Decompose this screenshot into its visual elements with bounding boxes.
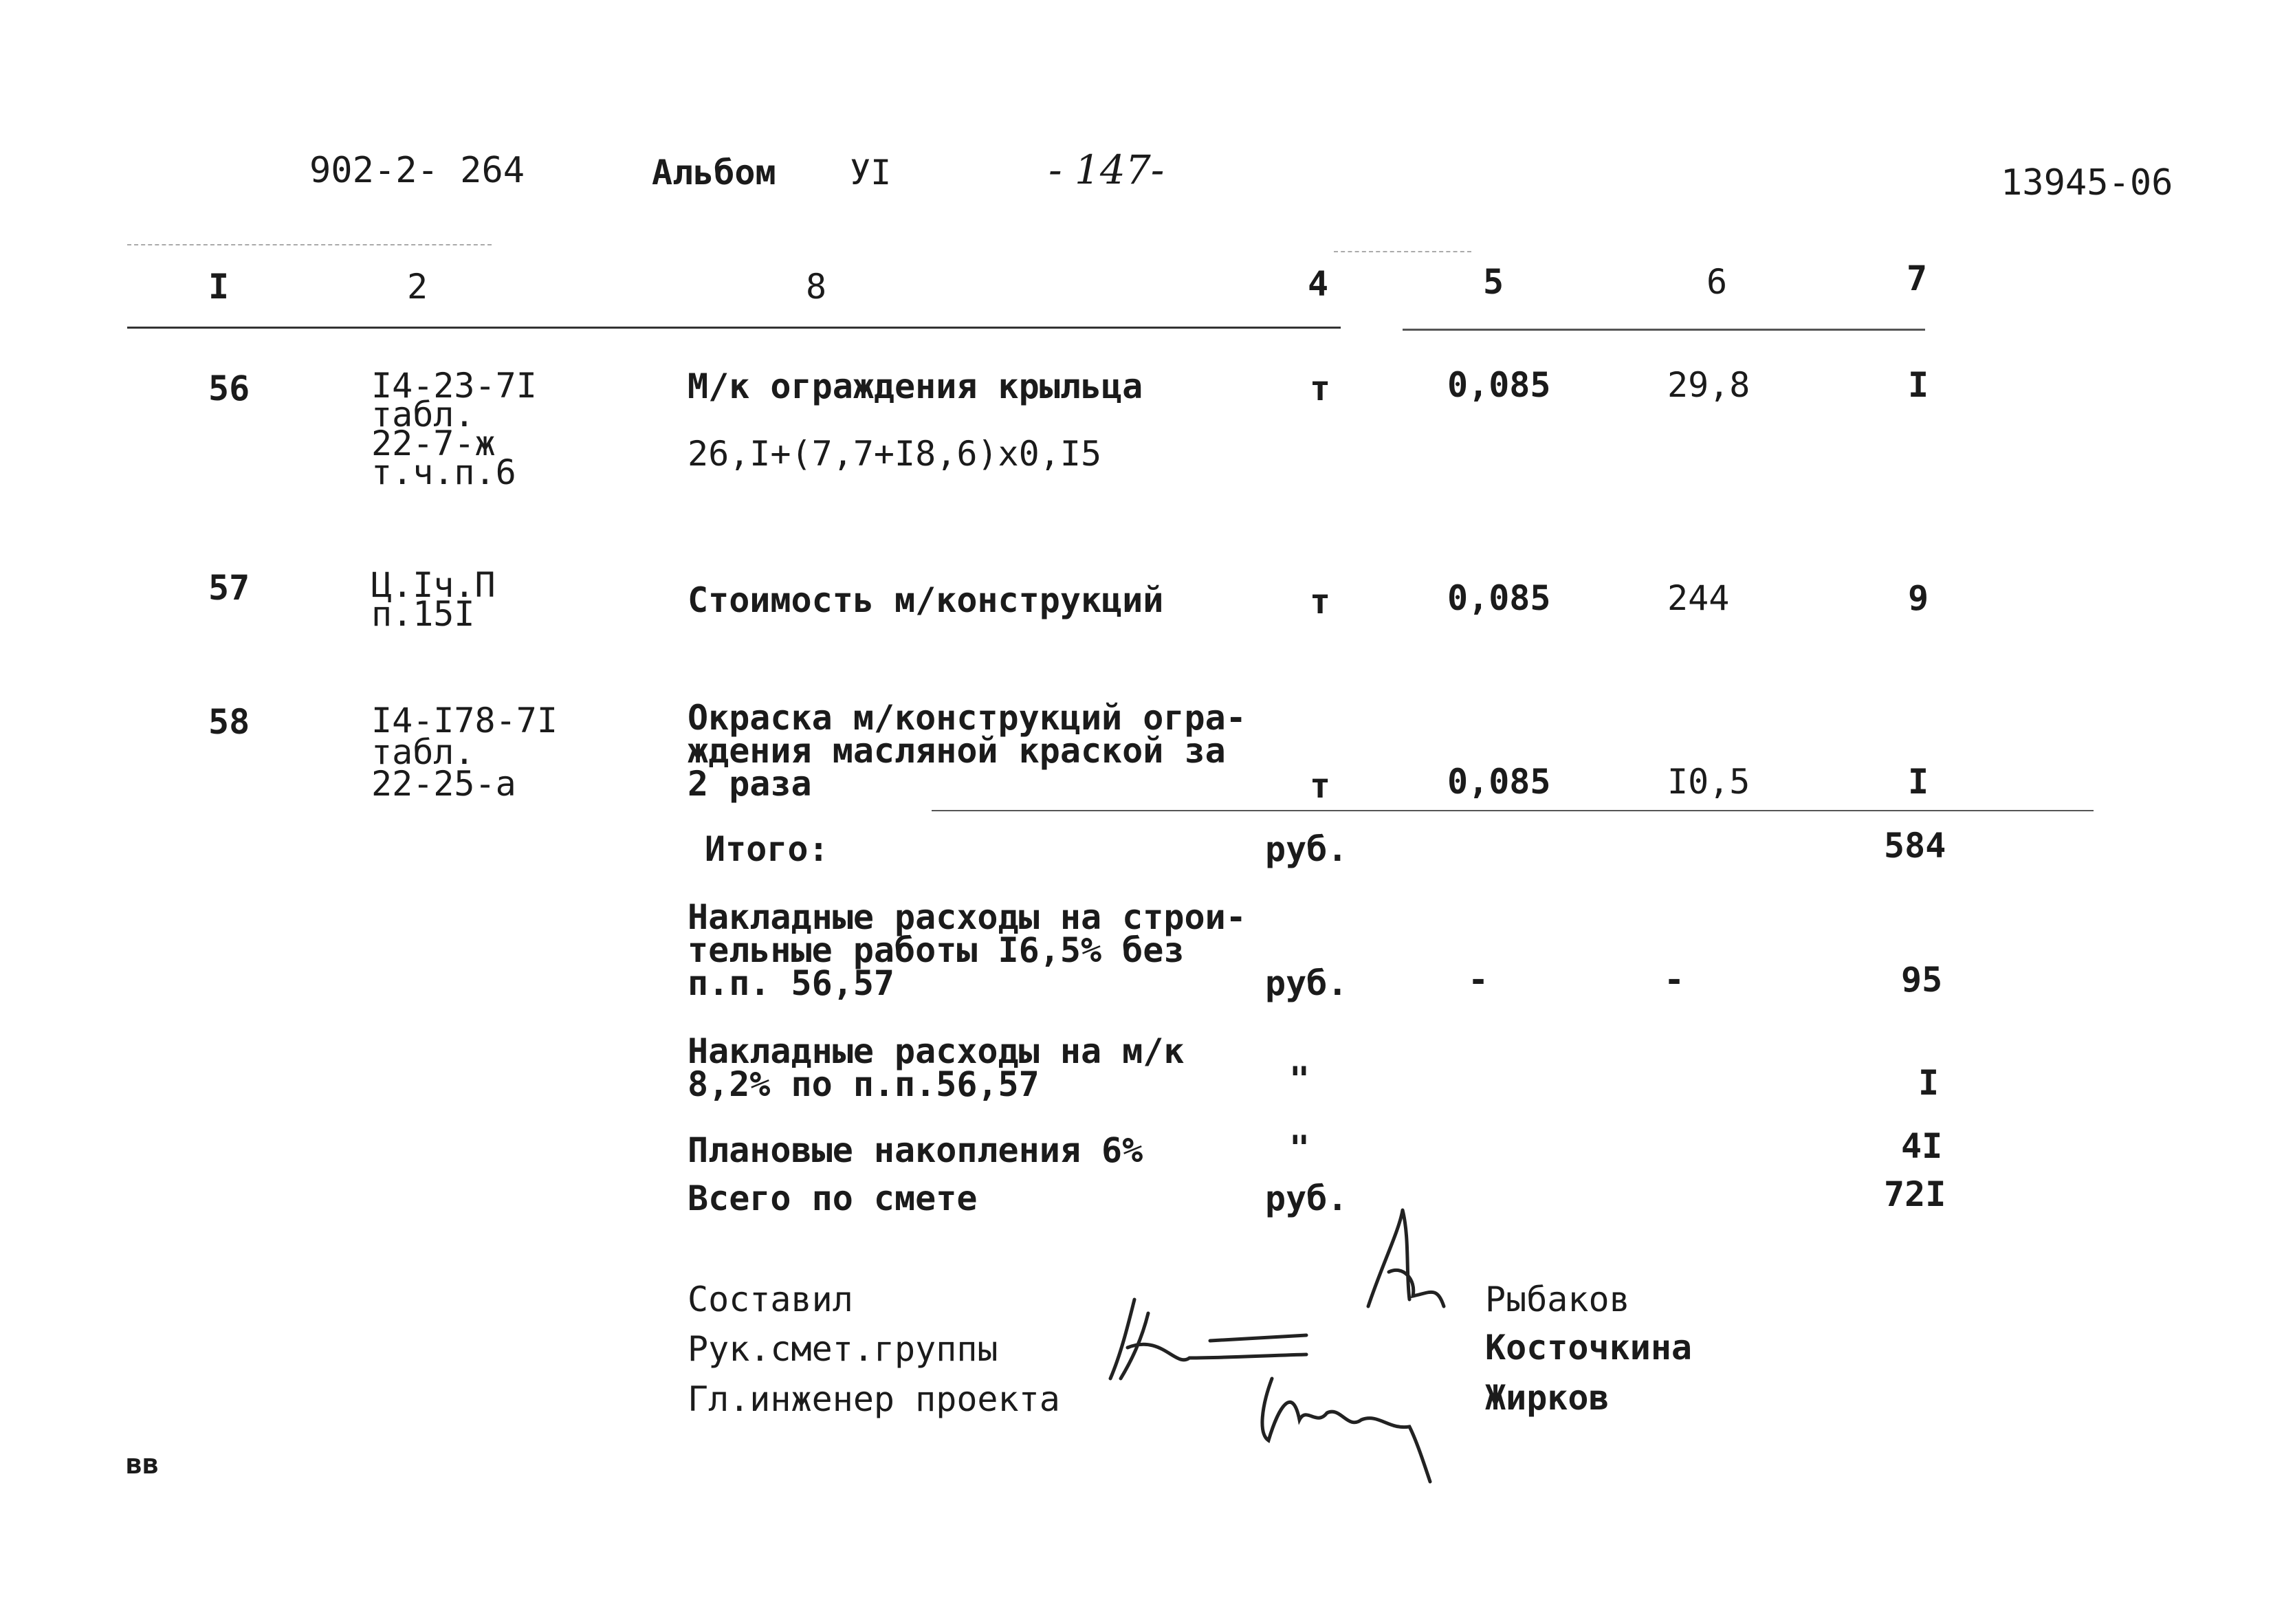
summary-value-overhead-mk: I bbox=[1918, 1063, 1940, 1103]
signature-rybakov bbox=[1361, 1203, 1458, 1327]
summary-unit-total: руб. bbox=[1265, 829, 1348, 869]
sign-name-estimates: Косточкина bbox=[1485, 1328, 1693, 1368]
row-num-57: 57 bbox=[208, 568, 250, 608]
summary-col5-overhead: - bbox=[1468, 960, 1489, 1000]
sign-name-compiled: Рыбаков bbox=[1485, 1280, 1630, 1319]
signature-zhirkov bbox=[1251, 1365, 1444, 1489]
row-qty-57: 0,085 bbox=[1447, 578, 1551, 618]
row-qty-58: 0,085 bbox=[1447, 762, 1551, 802]
header-rule bbox=[127, 327, 1341, 329]
row-num-56: 56 bbox=[208, 369, 250, 408]
header-rule-right bbox=[1403, 329, 1925, 331]
sign-name-chief: Жирков bbox=[1485, 1378, 1610, 1418]
album-label: Альбом bbox=[652, 153, 776, 193]
sign-role-compiled: Составил bbox=[688, 1280, 853, 1319]
summary-label-overhead-mk: Накладные расходы на м/к 8,2% по п.п.56,57 bbox=[688, 1031, 1185, 1104]
summary-label-grand: Всего по смете bbox=[688, 1178, 978, 1218]
summary-value-overhead: 95 bbox=[1901, 960, 1943, 1000]
row-total-58: I bbox=[1908, 762, 1929, 802]
row-unit-57: т bbox=[1310, 582, 1331, 622]
col-header-7: 7 bbox=[1907, 259, 1928, 298]
row-desc-58: Окраска м/конструкций огра- ждения масляной краской за 2 раза bbox=[688, 698, 1247, 804]
row-ref-58: I4-I78-7I табл. 22-25-а bbox=[371, 701, 558, 804]
row-total-56: I bbox=[1908, 365, 1929, 405]
summary-unit-grand: руб. bbox=[1265, 1178, 1348, 1218]
row-ref-57: Ц.Iч.П п.15I bbox=[371, 565, 496, 634]
row-price-56: 29,8 bbox=[1667, 365, 1750, 405]
row-total-57: 9 bbox=[1908, 578, 1929, 618]
summary-unit-overhead-mk: " bbox=[1289, 1060, 1310, 1099]
col-header-4: 4 bbox=[1308, 264, 1329, 304]
row-formula-56: 26,I+(7,7+I8,6)x0,I5 bbox=[688, 434, 1102, 474]
row-num-58: 58 bbox=[208, 702, 250, 742]
sign-role-chief: Гл.инженер проекта bbox=[688, 1379, 1060, 1419]
summary-label-overhead: Накладные расходы на строи- тельные работы I6,5% без п.п. 56,57 bbox=[688, 897, 1247, 1003]
page-number: - 147- bbox=[1048, 146, 1165, 193]
col-header-5: 5 bbox=[1483, 262, 1504, 302]
summary-col6-overhead: - bbox=[1664, 960, 1685, 1000]
row-desc-56: М/к ограждения крыльца bbox=[688, 366, 1143, 406]
footer-mark: вв bbox=[126, 1449, 160, 1480]
col-header-6: 6 bbox=[1706, 262, 1728, 302]
summary-label-total: Итого: bbox=[705, 829, 829, 869]
row-price-58: I0,5 bbox=[1667, 762, 1750, 802]
summary-unit-overhead: руб. bbox=[1265, 963, 1348, 1003]
row-qty-56: 0,085 bbox=[1447, 365, 1551, 405]
stamp-number: 13945-06 bbox=[2001, 162, 2173, 204]
row-desc-57: Стоимость м/конструкций bbox=[688, 580, 1164, 620]
row-ref-56: I4-23-7I табл. 22-7-ж т.ч.п.6 bbox=[371, 366, 537, 492]
top-faint-line bbox=[127, 244, 492, 245]
sign-role-estimates: Рук.смет.группы bbox=[688, 1329, 998, 1369]
summary-value-grand: 72I bbox=[1884, 1174, 1946, 1214]
summary-unit-planned: " bbox=[1289, 1128, 1310, 1168]
summary-value-total: 584 bbox=[1884, 826, 1946, 866]
row-price-57: 244 bbox=[1667, 578, 1730, 618]
album-number: УI bbox=[850, 153, 892, 193]
row-unit-58: т bbox=[1310, 766, 1331, 806]
summary-label-planned: Плановые накопления 6% bbox=[688, 1130, 1143, 1170]
totals-rule bbox=[932, 810, 2094, 811]
row-unit-56: т bbox=[1310, 369, 1331, 408]
col-header-2: 2 bbox=[407, 267, 428, 307]
top-faint-line-right bbox=[1334, 251, 1471, 252]
summary-value-planned: 4I bbox=[1901, 1126, 1943, 1166]
doc-code: 902-2- 264 bbox=[309, 150, 525, 191]
col-header-3: 8 bbox=[806, 267, 827, 307]
col-header-1: I bbox=[208, 267, 230, 307]
